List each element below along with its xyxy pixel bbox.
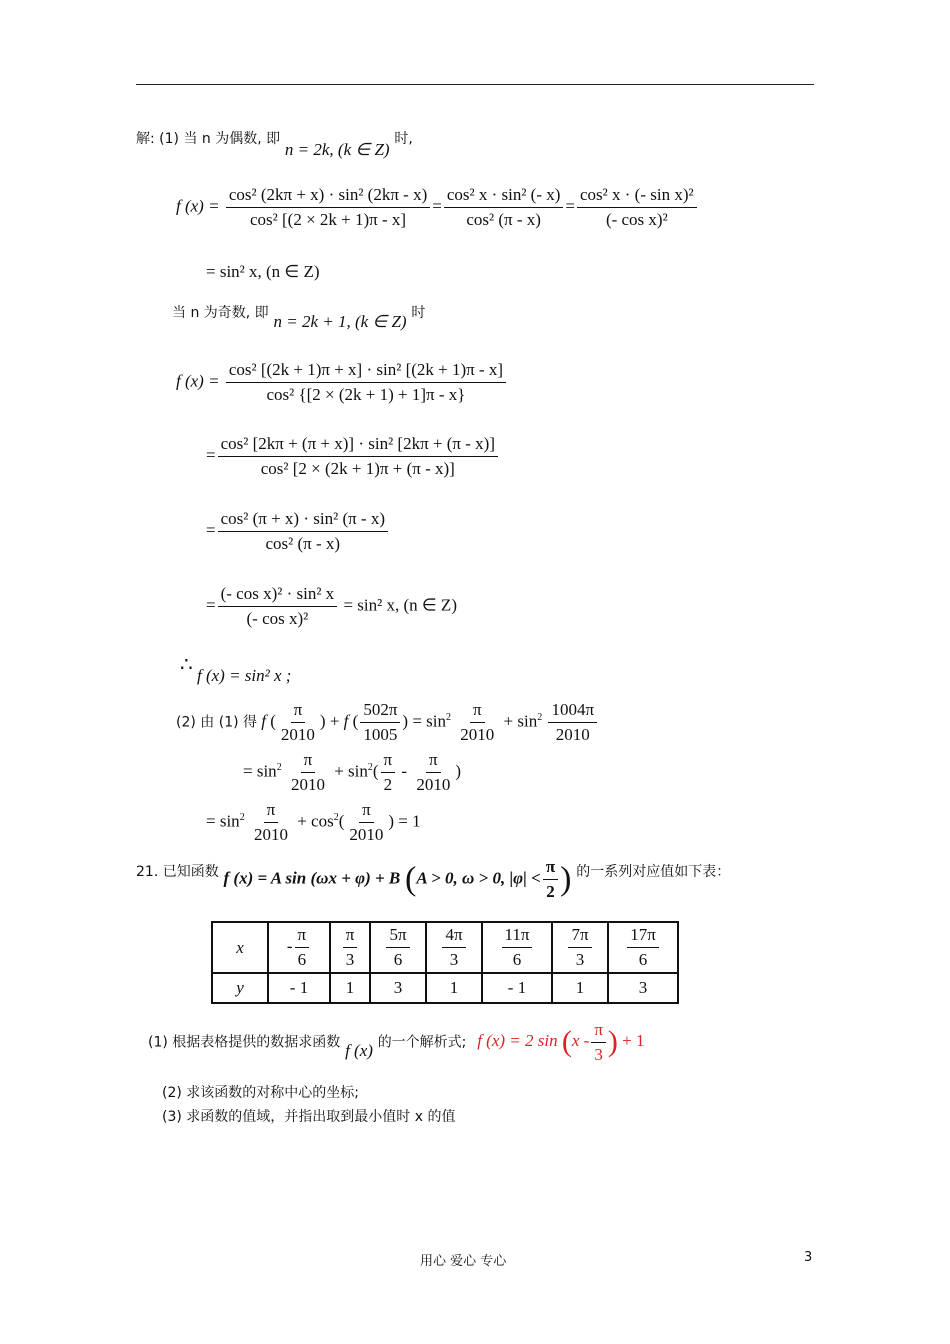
y-cell: 3 bbox=[370, 973, 426, 1003]
odd-fraction-1-line: f (x) = $\frac{\text{cos² [(2k + 1)π + x] · sin² [(2k + 1)π - x]}}{\text{cos² \{[2 × (2k + 1) + 1]π - x\}}}$ bbox=[176, 360, 508, 405]
odd-fraction-4: $\frac{\text{(- cos x)² · sin² x}}{\text{(- cos x)²}}$ bbox=[218, 584, 338, 629]
y-cell: 3 bbox=[608, 973, 678, 1003]
x-header: x bbox=[212, 922, 268, 973]
y-cell: - 1 bbox=[482, 973, 552, 1003]
odd-fraction-1: $\frac{\text{cos² [(2k + 1)π + x] · sin² [(2k + 1)π - x]}}{\text{cos² \{[2 × (2k + 1) + 1]π - x\}}}$ bbox=[226, 360, 506, 405]
q21-line: 21. 已知函数 f (x) = A sin (ωx + φ) + B (A > 0, ω > 0, |φ| < $\frac{\pi}{2}$ ) 的一系列对应值如下表： bbox=[136, 857, 731, 901]
odd-fraction-3-line: = $\frac{\text{cos² (π + x) · sin² (π - x)}}{\text{cos² (π - x)}}$ bbox=[206, 509, 390, 554]
odd-case-line: 当 n 为奇数, 即 n = 2k + 1, (k ∈ Z) 时 bbox=[172, 305, 426, 331]
odd-fraction-3: $\frac{\text{cos² (π + x) · sin² (π - x)}}{\text{cos² (π - x)}}$ bbox=[218, 509, 388, 554]
sub2-line: (2) 求该函数的对称中心的坐标; bbox=[162, 1085, 359, 1101]
page-number: 3 bbox=[804, 1250, 813, 1265]
part2-line-1: (2) 由 (1) 得 f ( $\frac{\pi}{2010}$ ) + f ( $\frac{502\pi}{1005}$ ) = $\sin^2$ $\frac{\pi}{2010}$ + $\sin^2$ $\frac{1004\pi}{2010}$ bbox=[176, 700, 599, 745]
therefore-symbol: ∴ bbox=[180, 654, 193, 676]
header-rule bbox=[136, 84, 814, 85]
odd-fraction-4-line: = $\frac{\text{(- cos x)² · sin² x}}{\text{(- cos x)²}}$ = sin² x, (n ∈ Z) bbox=[206, 584, 457, 628]
even-fraction-3: $\frac{\text{cos² x · (- sin x)²}}{\text{(- cos x)²}}$ bbox=[577, 185, 697, 230]
part2-line-3: = $\sin^2$ $\frac{\pi}{2010}$ + $\cos^2$( $\frac{\pi}{2010}$ ) = 1 bbox=[206, 800, 421, 844]
conclusion-line: ∴ f (x) = sin² x ; bbox=[180, 654, 292, 685]
even-fraction-line: f (x) = $\frac{\text{cos² (2kπ + x) · sin² (2kπ - x)}}{\text{cos² [(2 × 2k + 1)π - x]}}$ = $\frac{\text{cos² x · sin² (- x)}}{\text{cos² (π - x)}}$ = $\frac{\text{cos² x · (- sin x)²}}{\text{(- cos x)²}}$ bbox=[176, 185, 699, 230]
x-row bbox=[212, 922, 678, 973]
x-cell: $\frac{11\pi}{6}$ bbox=[482, 922, 552, 973]
values-table bbox=[211, 921, 679, 1004]
y-cell: 1 bbox=[552, 973, 608, 1003]
x-cell: $\frac{5\pi}{6}$ bbox=[370, 922, 426, 973]
even-result: = sin² x, (n ∈ Z) bbox=[206, 262, 320, 281]
sub1-line: (1) 根据表格提供的数据求函数 f (x) 的一个解析式; f (x) = 2 sin (x - $\frac{\pi}{3}$ ) + 1 bbox=[148, 1020, 645, 1064]
odd-fraction-2-line: = $\frac{\text{cos² [2kπ + (π + x)] · sin² [2kπ + (π - x)]}}{\text{cos² [2 × (2k + 1)π + (π - x)]}}$ bbox=[206, 434, 500, 479]
answer-expression: f (x) = 2 sin (x - $\frac{\pi}{3}$ ) + 1 bbox=[477, 1020, 645, 1064]
even-fraction-1: $\frac{\text{cos² (2kπ + x) · sin² (2kπ - x)}}{\text{cos² [(2 × 2k + 1)π - x]}}$ bbox=[226, 185, 430, 230]
page-footer: 用心 爱心 专心 bbox=[420, 1254, 507, 1269]
x-cell: $\frac{7\pi}{3}$ bbox=[552, 922, 608, 973]
x-cell: $\frac{4\pi}{3}$ bbox=[426, 922, 482, 973]
y-cell: 1 bbox=[330, 973, 370, 1003]
y-cell: 1 bbox=[426, 973, 482, 1003]
part2-line-2: = $\sin^2$ $\frac{\pi}{2010}$ + $\sin^2$( $\frac{\pi}{2}$ - $\frac{\pi}{2010}$ ) bbox=[243, 750, 461, 794]
x-cell: - $\frac{\pi}{6}$ bbox=[268, 922, 330, 973]
y-header: y bbox=[212, 973, 268, 1003]
x-cell: $\frac{17\pi}{6}$ bbox=[608, 922, 678, 973]
odd-fraction-2: $\frac{\text{cos² [2kπ + (π + x)] · sin² [2kπ + (π - x)]}}{\text{cos² [2 × (2k + 1)π + (π - x)]}}$ bbox=[218, 434, 498, 479]
even-case-line: 解: (1) 当 n 为偶数, 即 n = 2k, (k ∈ Z) 时, bbox=[136, 131, 413, 159]
y-row bbox=[212, 973, 678, 1003]
even-fraction-2: $\frac{\text{cos² x · sin² (- x)}}{\text{cos² (π - x)}}$ bbox=[444, 185, 564, 230]
sub3-line: (3) 求函数的值域，并指出取到最小值时 x 的值 bbox=[162, 1109, 456, 1125]
y-cell: - 1 bbox=[268, 973, 330, 1003]
x-cell: $\frac{\pi}{3}$ bbox=[330, 922, 370, 973]
